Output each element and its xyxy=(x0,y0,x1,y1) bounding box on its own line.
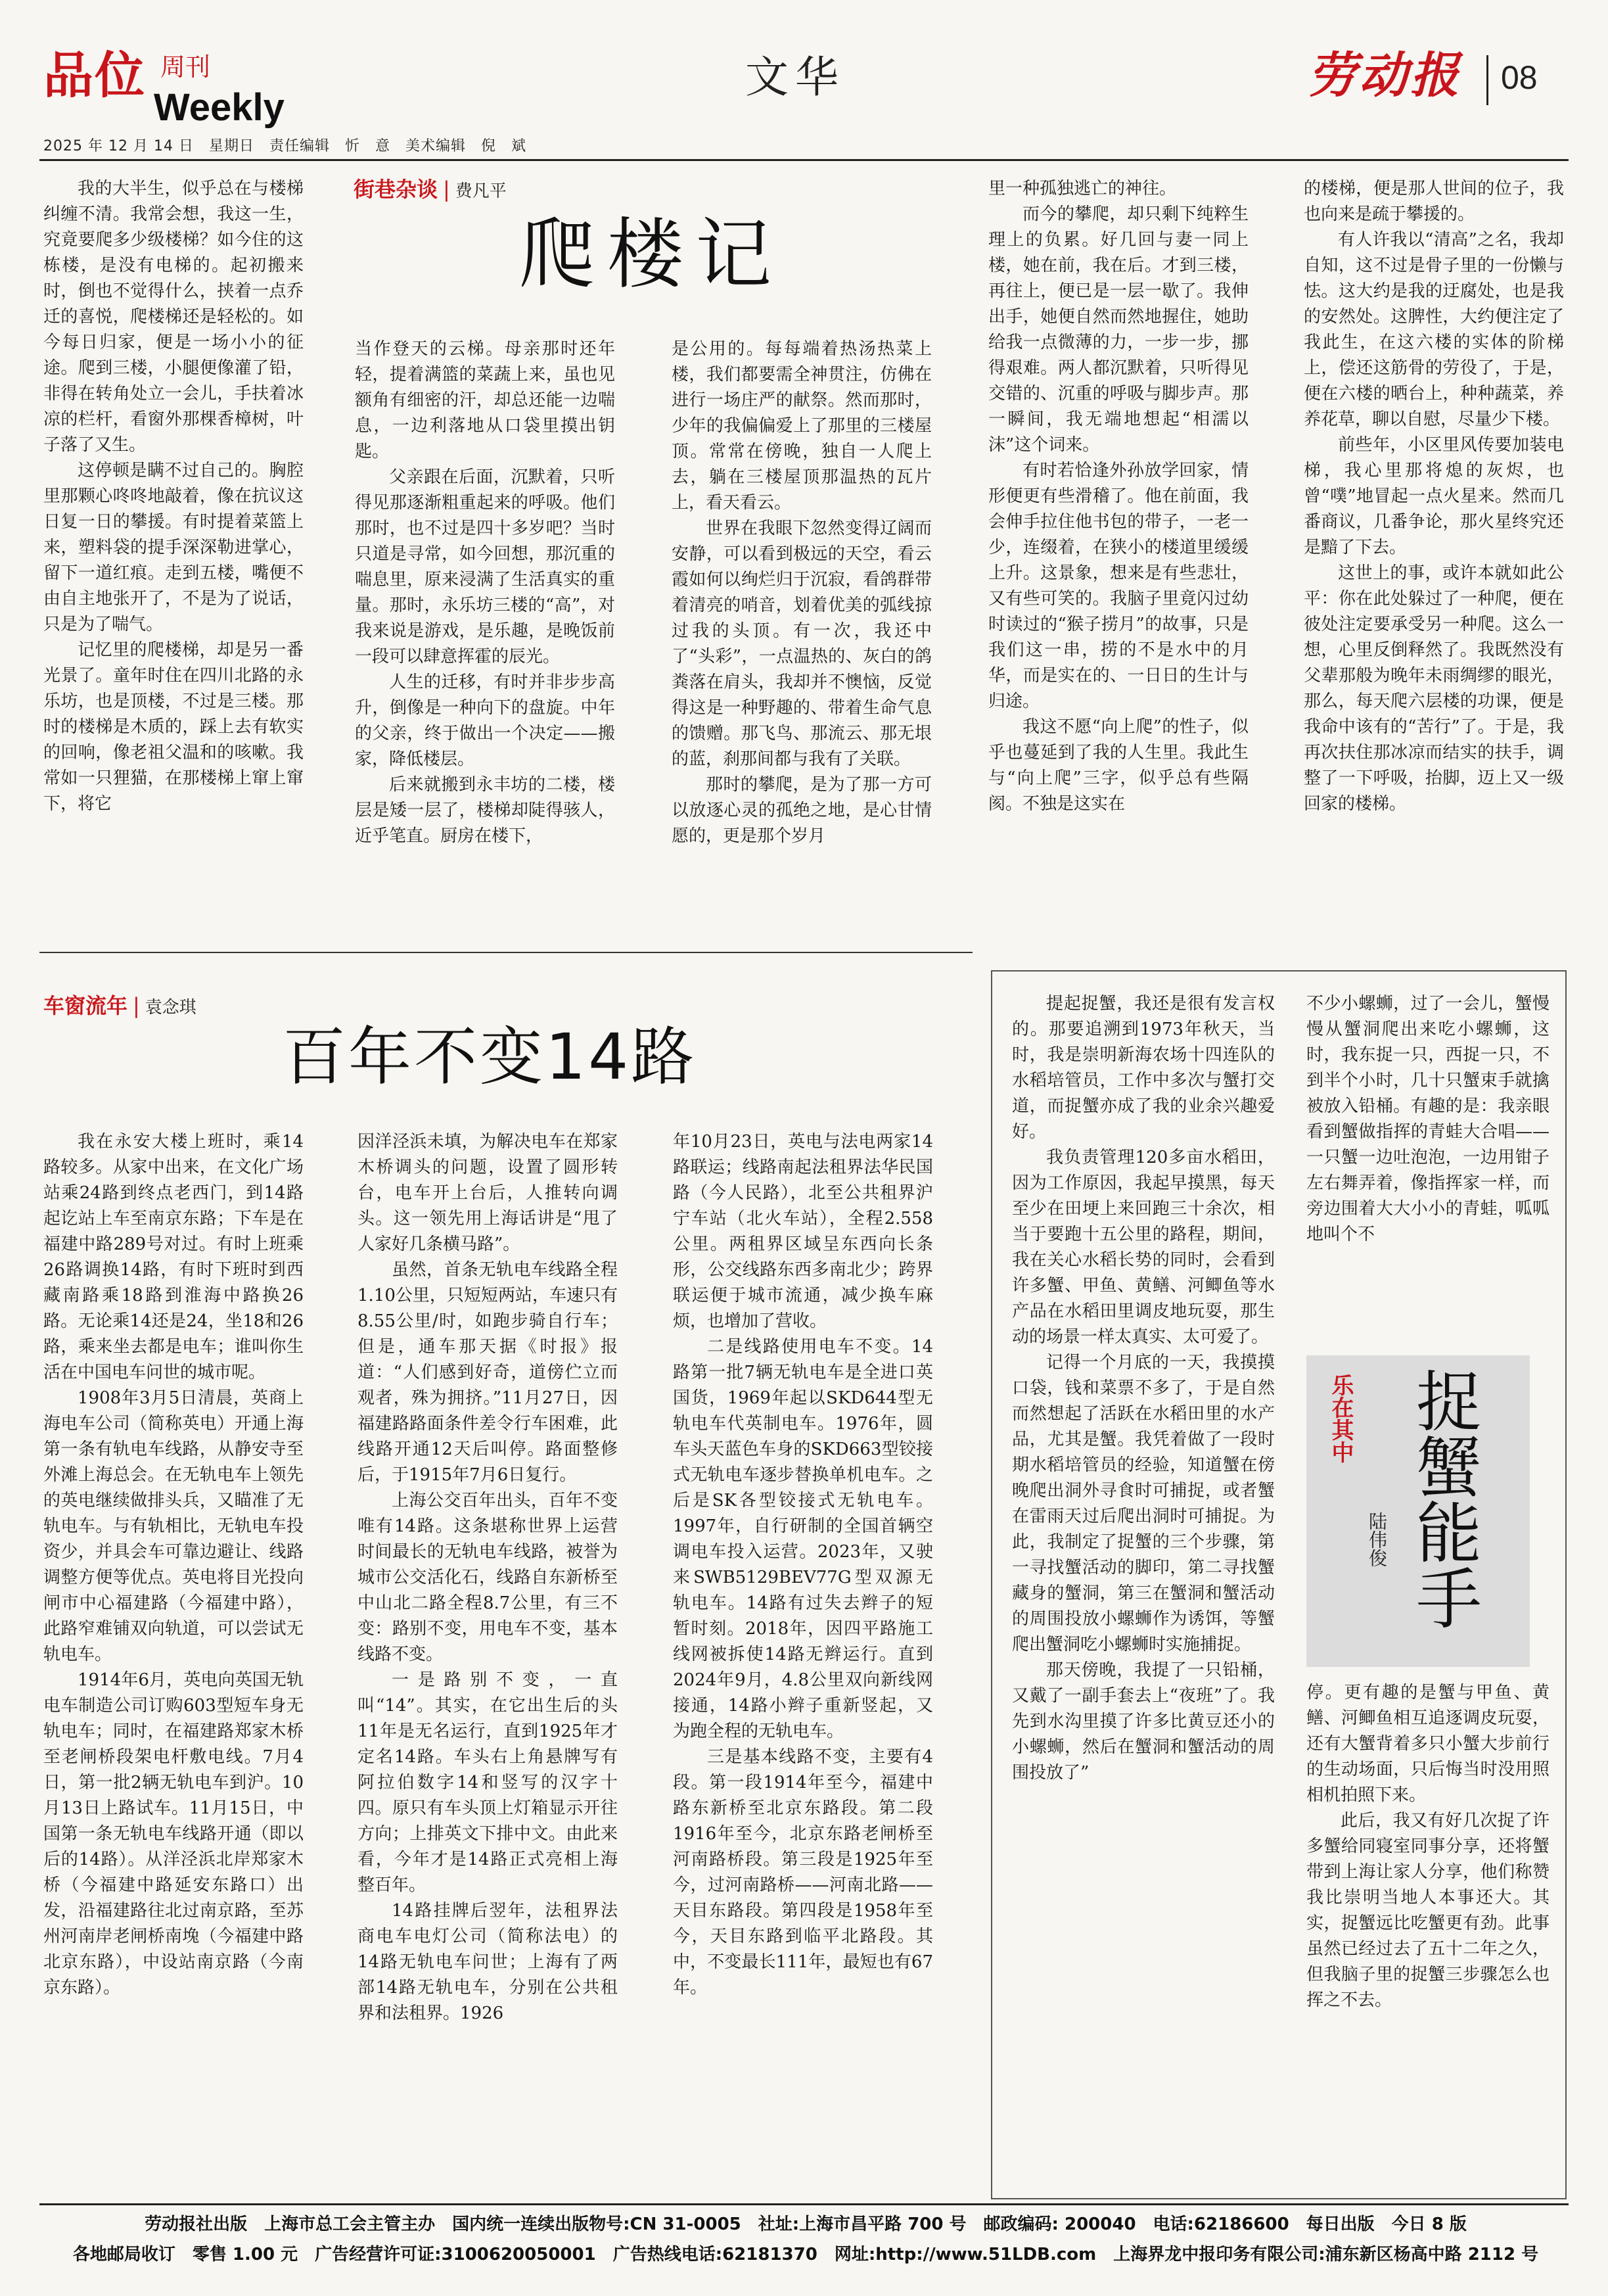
paragraph: 前些年，小区里风传要加装电梯，我心里那将熄的灰烬，也曾“噗”地冒起一点火星来。然而几番商议，几番争论，那火星终究还是黯了下去。 xyxy=(1304,435,1564,557)
paragraph: 三是基本线路不变，主要有4段。第一段1914年至今，福建中路东新桥至北京东路段。第二段1916年至今，北京东路老闸桥至河南路桥段。第三段是1925年至今，过河南路桥——河南北路——天目东路段。第四段是1958年至今，天目东路到临平北路段。其中，不变最长111年，最短也有67年。 xyxy=(673,1747,933,1998)
kicker-separator: | xyxy=(443,177,450,202)
paragraph: 不少小螺蛳，过了一会儿，蟹慢慢从蟹洞爬出来吃小螺蛳，这时，我东捉一只，西捉一只，不到半个小时，几十只蟹束手就擒被放入铅桶。有趣的是：我亲眼看到蟹做指挥的青蛙大合唱——一只蟹一边吐泡泡，一边用钳子左右舞弄着，像指挥家一样，而旁边围着大大小小的青蛙，呱呱地叫个不 xyxy=(1306,994,1550,1244)
brand-logo-cn: 品位 xyxy=(43,46,146,105)
article1-column-5 xyxy=(1304,176,1564,911)
article2-column-3 xyxy=(673,1129,933,2201)
article1-column-4 xyxy=(988,176,1249,911)
paragraph: 我负责管理120多亩水稻田，因为工作原因，我起早摸黑，每天至少在田埂上来回跑三十余次，相当于要跑十五公里的路程，期间，我在关心水稻长势的同时，会看到许多蟹、甲鱼、黄鳝、河鲫鱼等水产品在水稻田里调皮地玩耍，那生动的场景一样太真实、太可爱了。 xyxy=(1012,1148,1275,1347)
paragraph: 父亲跟在后面，沉默着，只听得见那逐渐粗重起来的呼吸。他们那时，也不过是四十多岁吧？当时只道是寻常，如今回想，那沉重的喘息里，原来浸满了生活真实的重量。那时，永乐坊三楼的“高”，对我来说是游戏，是乐趣，是晚饭前一段可以肆意挥霍的辰光。 xyxy=(355,467,615,667)
paragraph: 我这不愿“向上爬”的性子，似乎也蔓延到了我的人生里。我此生与“向上爬”三字，似乎总有些隔阂。不独是这实在 xyxy=(988,717,1249,814)
paragraph: 虽然，首条无轨电车线路全程1.10公里，只短短两站，车速只有8.55公里/时，如跑步骑自行车；但是，通车那天据《时报》报道：“人们感到好奇，道傍伫立而观者，殊为拥挤。”11月27日，因福建路路面条件差令行车困难，此线路开通12天后叫停。路面整修后，于1915年7月6日复行。 xyxy=(357,1260,618,1485)
paragraph: 我的大半生，似乎总在与楼梯纠缠不清。我常会想，我这一生，究竟要爬多少级楼梯？如今住的这栋楼，是没有电梯的。起初搬来时，倒也不觉得什么，挟着一点乔迁的喜悦，爬楼梯还是轻松的。如今每日归家，便是一场小小的征途。爬到三楼，小腿便像灌了铅，非得在转角处立一会儿，手扶着冰凉的栏杆，看窗外那棵香樟树，叶子落了又生。 xyxy=(43,179,304,455)
kicker-separator: | xyxy=(133,993,140,1018)
article3-kicker: 乐在其中 xyxy=(1327,1374,1354,1463)
article3-headline: 捉蟹能手 xyxy=(1405,1367,1482,1630)
paragraph: 我在永安大楼上班时，乘14路较多。从家中出来，在文化广场站乘24路到终点老西门，到14路起讫站上车至南京东路；下车是在福建中路289号对过。有时上班乘26路调换14路，有时下班时到西藏南路乘18路到淮海中路换26路。无论乘14还是24，坐18和26路，乘来坐去都是电车；谁叫你生活在中国电车问世的城市呢。 xyxy=(43,1132,304,1382)
paragraph: 而今的攀爬，却只剩下纯粹生理上的负累。好几回与妻一同上楼，她在前，我在后。才到三楼，再往上，便已是一层一歇了。我伸出手，她便自然而然地握住，她助给我一点微薄的力，一步一步，挪得艰难。两人都沉默着，只听得见交错的、沉重的呼吸与脚步声。那一瞬间，我无端地想起“相濡以沫”这个词来。 xyxy=(988,204,1249,455)
section-divider xyxy=(39,952,973,953)
article2-kicker-label: 车窗流年 xyxy=(43,993,128,1018)
paragraph: 世界在我眼下忽然变得辽阔而安静，可以看到极远的天空，看云霞如何以绚烂归于沉寂，看鸽群带着清亮的哨音，划着优美的弧线掠过我的头顶。有一次，我还中了“头彩”，一点温热的、灰白的鸽粪落在肩头，我却并不懊恼，反觉得这是一种野趣的、带着生命气息的馈赠。那飞鸟、那流云、那无垠的蓝，刹那间都与我有了关联。 xyxy=(672,519,932,769)
paragraph: 那天傍晚，我提了一只铅桶，又戴了一副手套去上“夜班”了。我先到水沟里摸了许多比黄豆还小的小螺蛳，然后在蟹洞和蟹活动的周围投放了” xyxy=(1012,1660,1275,1783)
paragraph: 记得一个月底的一天，我摸摸口袋，钱和菜票不多了，于是自然而然想起了活跃在水稻田里的水产品，尤其是蟹。我凭着做了一段时期水稻培管员的经验，知道蟹在傍晚爬出洞外寻食时可捕捉，或者蟹在雷雨天过后爬出洞时可捕捉。为此，我制定了捉蟹的三个步骤，第一寻找蟹活动的脚印，第二寻找蟹藏身的蟹洞，第三在蟹洞和蟹活动的周围投放小螺蛳作为诱饵，等蟹爬出蟹洞吃小螺蛳时实施捕捉。 xyxy=(1012,1353,1275,1654)
masthead-rule xyxy=(39,159,1569,161)
article1-headline: 爬楼记 xyxy=(519,210,783,299)
article1-kicker-label: 街巷杂谈 xyxy=(354,177,438,202)
article2-author: 袁念琪 xyxy=(145,998,196,1018)
brand-subtitle: 周刊 xyxy=(160,53,211,82)
paragraph: 是公用的。每每端着热汤热菜上楼，我们都要需全神贯注，仿佛在进行一场庄严的献祭。然而那时，少年的我偏偏爱上了那里的三楼屋顶。常常在傍晚，独自一人爬上去，躺在三楼屋顶那温热的瓦片上，看天看云。 xyxy=(672,339,932,513)
paragraph: 二是线路使用电车不变。14路第一批7辆无轨电车是全进口英国货，1969年起以SKD644型无轨电车代英制电车。1976年，圆车头天蓝色车身的SKD663型铰接式无轨电车逐步替换单机电车。之后是SK各型铰接式无轨电车。1997年，自行研制的全国首辆空调电车投入运营。2023年，又驶来SWB5129BEV77G型双源无轨电车。14路有过失去辫子的短暂时刻。2018年，因四平路施工线网被拆使14路无辫运行。直到2024年9月，4.8公里双向新线网接通，14路小辫子重新竖起，又为跑全程的无轨电车。 xyxy=(673,1337,933,1741)
paragraph: 此后，我又有好几次捉了许多蟹给同寝室同事分享，还将蟹带到上海让家人分享，他们称赞我比崇明当地人本事还大。其实，捉蟹远比吃蟹更有劲。此事虽然已经过去了五十二年之久，但我脑子里的捉蟹三步骤怎么也挥之不去。 xyxy=(1306,1811,1550,2010)
paragraph: 一是路别不变，一直叫“14”。其实，在它出生后的头11年是无名运行，直到1925年才定名14路。车头右上角悬牌写有阿拉伯数字14和竖写的汉字十四。原只有车头顶上灯箱显示开往方向；上排英文下排中文。由此来看，今年才是14路正式亮相上海整百年。 xyxy=(357,1670,618,1895)
article3-column-2-bottom xyxy=(1306,1680,1550,2186)
paragraph: 停。更有趣的是蟹与甲鱼、黄鳝、河鲫鱼相互追逐调皮玩耍，还有大蟹背着多只小蟹大步前行的生动场面，只后悔当时没用照相机拍照下来。 xyxy=(1306,1683,1550,1805)
article3-author: 陆伟俊 xyxy=(1366,1512,1388,1567)
paragraph: 的楼梯，便是那人世间的位子，我也向来是疏于攀援的。 xyxy=(1304,179,1564,224)
masthead-divider xyxy=(1486,55,1488,105)
article1-author: 费凡平 xyxy=(455,181,507,201)
paragraph: 人生的迁移，有时并非步步高升，倒像是一种向下的盘旋。中年的父亲，终于做出一个决定——搬家，降低楼层。 xyxy=(355,672,615,769)
section-title: 文华 xyxy=(745,52,845,103)
paragraph: 上海公交百年出头，百年不变唯有14路。这条堪称世界上运营时间最长的无轨电车线路，被誉为城市公交活化石，线路自东新桥至中山北二路全程8.7公里，有三不变：路别不变，用电车不变，基本线路不变。 xyxy=(357,1491,618,1664)
footer-license-info: 各地邮局收订 零售 1.00 元 广告经营许可证:3100620050001 广告热线电话:62181370 网址:http://www.51LDB.com 上海界龙中报印务有限公司:浦东新区杨高中路 2112 号 xyxy=(72,2245,1539,2264)
article2-column-1 xyxy=(43,1129,304,2201)
paragraph: 记忆里的爬楼梯，却是另一番光景了。童年时住在四川北路的永乐坊，也是顶楼，不过是三楼。那时的楼梯是木质的，踩上去有软实的回响，像老祖父温和的咳嗽。我常如一只狸猫，在那楼梯上窜上窜下，将它 xyxy=(43,640,304,814)
article3-column-2-top xyxy=(1306,991,1550,1333)
article3-column-1 xyxy=(1012,991,1275,2188)
brand-logo-en: Weekly xyxy=(154,86,285,129)
article1-kicker xyxy=(354,176,507,204)
newspaper-logo: 劳动报 xyxy=(1308,47,1461,104)
article1-column-3 xyxy=(672,337,932,911)
article2-column-2 xyxy=(357,1129,618,2201)
paragraph: 1908年3月5日清晨，英商上海电车公司（简称英电）开通上海第一条有轨电车线路，从静安寺至外滩上海总会。在无轨电车上领先的英电继续做排头兵，又瞄准了无轨电车。与有轨相比，无轨电车投资少，并具会车可靠边避让、线路调整方便等优点。英电将目光投向闸市中心福建路（今福建中路），此路窄难铺双向轨道，可以尝试无轨电车。 xyxy=(43,1388,304,1664)
paragraph: 里一种孤独逃亡的神往。 xyxy=(988,179,1177,199)
paragraph: 提起捉蟹，我还是很有发言权的。那要追溯到1973年秋天，当时，我是崇明新海农场十四连队的水稻培管员，工作中多次与蟹打交道，而捉蟹亦成了我的业余兴趣爱好。 xyxy=(1012,994,1275,1142)
article2-kicker xyxy=(43,993,196,1021)
paragraph: 有人许我以“清高”之名，我却自知，这不过是骨子里的一份懒与怯。这大约是我的迂腐处，也是我的安然处。这脾性，大约便注定了我此生，在这六楼的实体的阶梯上，偿还这筋骨的劳役了，于是，便在六楼的晒台上，种种蔬菜，养养花草，聊以自慰，尽量少下楼。 xyxy=(1304,230,1564,429)
footer-rule xyxy=(39,2203,1569,2205)
paragraph: 这停顿是瞒不过自己的。胸腔里那颗心咚咚地敲着，像在抗议这日复一日的攀援。有时提着菜篮上来，塑料袋的提手深深勒进掌心，留下一道红痕。走到五楼，嘴便不由自主地张开了，不是为了说话，只是为了喘气。 xyxy=(43,461,304,634)
paragraph: 年10月23日，英电与法电两家14路联运；线路南起法租界法华民国路（今人民路），北至公共租界沪宁车站（北火车站），全程2.558公里。两租界区域呈东西向长条形，公交线路东西多南北少；跨界联运便于城市流通，减少换车麻烦，也增加了营收。 xyxy=(673,1132,933,1331)
paragraph: 这世上的事，或许本就如此公平：你在此处躲过了一种爬，便在彼处注定要承受另一种爬。这么一想，心里反倒释然了。我既然没有父辈那般为晚年未雨绸缪的眼光，那么，每天爬六层楼的功课，便是我命中该有的“苦行”了。于是，我再次扶住那冰凉而结实的扶手，调整了一下呼吸，抬脚，迈上又一级回家的楼梯。 xyxy=(1304,563,1564,814)
article1-column-2 xyxy=(355,337,615,911)
paragraph: 因洋泾浜未填，为解决电车在郑家木桥调头的问题，设置了圆形转台，电车开上台后，人推转向调头。这一领先用上海话讲是“甩了人家好几条横马路”。 xyxy=(357,1132,618,1254)
paragraph: 那时的攀爬，是为了那一方可以放逐心灵的孤绝之地，是心甘情愿的，更是那个岁月 xyxy=(672,775,932,846)
page-number: 08 xyxy=(1501,59,1538,96)
paragraph: 14路挂牌后翌年，法租界法商电车电灯公司（简称法电）的14路无轨电车问世；上海有了两部14路无轨电车，分别在公共租界和法租界。1926 xyxy=(357,1901,618,2023)
footer-publisher-info: 劳动报社出版 上海市总工会主管主办 国内统一连续出版物号:CN 31-0005 社址:上海市昌平路 700 号 邮政编码: 200040 电话:62186600 每日出版 今日 8 版 xyxy=(145,2214,1467,2234)
issue-info: 2025 年 12 月 14 日 星期日 责任编辑 忻 意 美术编辑 倪 斌 xyxy=(43,138,526,154)
article2-headline: 百年不变14路 xyxy=(283,1020,697,1094)
paragraph: 1914年6月，英电向英国无轨电车制造公司订购603型短车身无轨电车；同时，在福建路郑家木桥至老闸桥段架电杆敷电线。7月4日，第一批2辆无轨电车到沪。10月13日上路试车。11月15日，中国第一条无轨电车线路开通（即以后的14路）。从洋泾浜北岸郑家木桥（今福建中路延安东路口）出发，沿福建路往北过南京路，至苏州河南岸老闸桥南堍（今福建中路北京东路），中设站南京路（今南京东路）。 xyxy=(43,1670,304,1998)
article1-column-1 xyxy=(43,176,304,911)
paragraph: 后来就搬到永丰坊的二楼，楼层是矮一层了，楼梯却陡得骇人，近乎笔直。厨房在楼下， xyxy=(355,775,615,846)
paragraph: 当作登天的云梯。母亲那时还年轻，提着满篮的菜蔬上来，虽也见额角有细密的汗，却总还能一边喘息，一边利落地从口袋里摸出钥匙。 xyxy=(355,339,615,461)
paragraph: 有时若恰逢外孙放学回家，情形便更有些滑稽了。他在前面，我会伸手拉住他书包的带子，一老一少，连缀着，在狭小的楼道里缓缓上升。这景象，想来是有些悲壮，又有些可笑的。我脑子里竟闪过幼时读过的“猴子捞月”的故事，只是我们这一串，捞的不是水中的月华，而是实在的、一日日的生计与归途。 xyxy=(988,461,1249,711)
